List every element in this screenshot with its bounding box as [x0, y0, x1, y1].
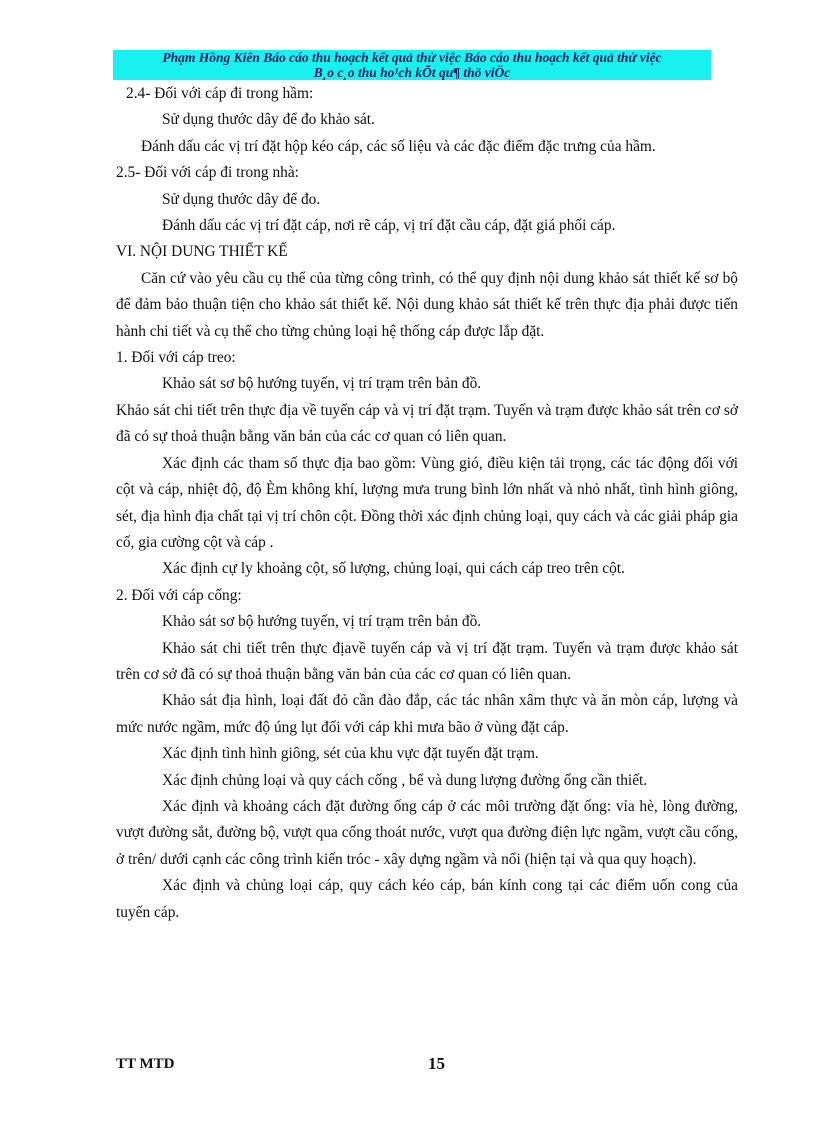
body-paragraph: Đánh dấu các vị trí đặt cáp, nơi rẽ cáp, vị trí đặt cầu cáp, đặt giá phối cáp.	[162, 217, 616, 235]
section-heading: 2. Đối với cáp cống:	[116, 586, 242, 604]
body-paragraph: Căn cứ vào yêu cầu cụ thể của từng công trình, có thể quy định nội dung khảo sát thiết kế sơ bộ để đảm bảo thuận tiện cho khảo sát thiết kế. Nội dung khảo sát thiết kế trên thực địa phải được tiến hành chi tiết và cụ thể cho từng chủng loại hệ thống cáp được lắp đặt.	[116, 269, 738, 340]
body-paragraph: Sử dụng thước dây để đo.	[162, 190, 321, 208]
page-number: 15	[428, 1054, 445, 1073]
body-paragraph: Xác định và khoảng cách đặt đường ống cáp ở các môi trường đặt ống: vỉa hè, lòng đường, vượt đường sắt, đường bộ, vượt qua cống thoát nước, vượt qua đường điện lực ngầm, vượt cầu cống, ở trên/ dưới cạnh các công trình kiến tróc - xây dựng ngầm và nổi (hiện tại và qua quy hoạch).	[116, 797, 738, 868]
header-line-1: Phạm Hồng Kiên Báo cáo thu hoạch kết quả thử việc Báo cáo thu hoạch kết quả thử việc	[162, 50, 662, 65]
body-paragraph: Khảo sát sơ bộ hướng tuyến, vị trí trạm trên bản đồ.	[162, 613, 482, 631]
body-paragraph: Khảo sát địa hình, loại đất đỏ cần đào đắp, các tác nhân xâm thực và ăn mòn cáp, lượng và mức nước ngầm, mức độ úng lụt đối với cáp khi mưa bão ở vùng đặt cáp.	[116, 692, 738, 736]
body-paragraph: Xác định tình hình giông, sét của khu vực đặt tuyến đặt trạm.	[162, 745, 539, 763]
body-paragraph: Khảo sát chi tiết trên thực địavề tuyến cáp và vị trí đặt trạm. Tuyến và trạm được khảo sát trên cơ sở đã có sự thoả thuận bằng văn bản của các cơ quan có liên quan.	[116, 639, 738, 683]
body-paragraph: Xác định và chủng loại cáp, quy cách kéo cáp, bán kính cong tại các điểm uốn cong của tuyến cáp.	[116, 877, 738, 921]
header-line-2: B¸o c¸o thu ho¹ch kÕt qu¶ thö viÖc	[313, 65, 511, 80]
body-paragraph: Khảo sát chi tiết trên thực địa về tuyến cáp và vị trí đặt trạm. Tuyến và trạm được khảo sát trên cơ sở đã có sự thoả thuận bằng văn bản của các cơ quan có liên quan.	[116, 401, 738, 446]
body-paragraph: Khảo sát sơ bộ hướng tuyến, vị trí trạm trên bản đồ.	[162, 375, 482, 393]
section-heading: VI. NỘI DUNG THIẾT KẾ	[116, 243, 288, 261]
section-heading: 2.5- Đối với cáp đi trong nhà:	[116, 164, 299, 182]
body-paragraph: Sử dụng thước dây để đo khảo sát.	[162, 111, 375, 129]
body-paragraph: Xác định cự ly khoảng cột, số lượng, chủng loại, qui cách cáp treo trên cột.	[162, 560, 625, 578]
body-paragraph: Đánh dấu các vị trí đặt hộp kéo cáp, các số liệu và các đặc điểm đặc trưng của hầm.	[141, 137, 656, 155]
section-heading: 1. Đối với cáp treo:	[116, 349, 236, 367]
footer-author: TT MTD	[116, 1056, 175, 1072]
page-header	[113, 50, 711, 80]
document-body	[116, 81, 738, 926]
section-heading: 2.4- Đối với cáp đi trong hầm:	[126, 85, 314, 102]
body-paragraph: Xác định chủng loại và quy cách cống , bể và dung lượng đường ống cần thiết.	[162, 771, 648, 789]
body-paragraph: Xác định các tham số thực địa bao gồm: Vùng gió, điều kiện tải trọng, các tác động đối với cột và cáp, nhiệt độ, độ Èm không khí, lượng mưa trung bình lớn nhất và nhỏ nhất, tình hình giông, sét, địa hình địa chất tại vị trí chôn cột. Đồng thời xác định chủng loại, quy cách và các giải pháp gia cố, gia cường cột và cáp .	[116, 454, 738, 551]
